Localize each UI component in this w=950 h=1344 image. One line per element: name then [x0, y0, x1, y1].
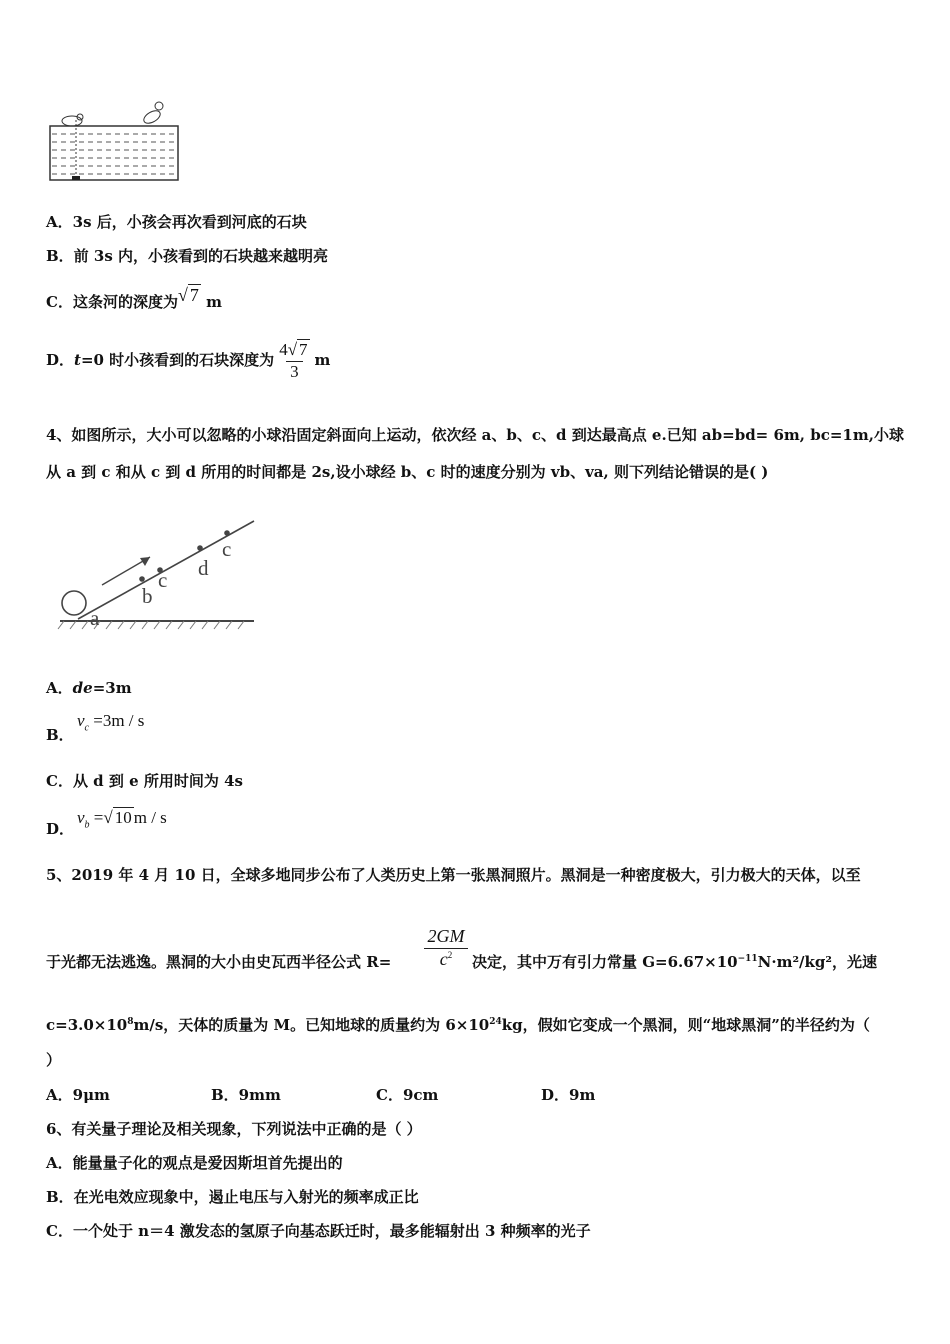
q4-option-b [46, 724, 74, 745]
incline-label-c: c [158, 568, 168, 592]
q3-option-d-unit: m [314, 351, 331, 369]
q3-option-d-fraction: $\frac{4√ 7}{3}$ [279, 340, 308, 381]
q4-option-b-sub: c [84, 722, 89, 734]
q4-option-d-radicand: 10 [114, 808, 132, 827]
q4-stem-line2: 从 a 到 c 和从 c 到 d 所用的时间都是 2s,设小球经 b、c 时的速度分别为 vb、va, 则下列结论错误的是( ) [46, 463, 769, 481]
q5-line2-suffix-b: N·m²/kg²，光速 [757, 953, 877, 971]
incline-label-d: d [198, 556, 209, 580]
q4-option-d-var: v [77, 808, 85, 827]
q5-stem-line3 [46, 1014, 870, 1035]
q3-option-d-prefix: D． [46, 351, 75, 369]
q4-option-a-prefix: A． [46, 679, 73, 697]
q5-stem-line2-suffix [472, 951, 877, 972]
q5-option-d: D．9m [541, 1086, 596, 1104]
q4-option-a [46, 677, 132, 698]
q3-option-c-unit: m [206, 293, 222, 311]
q4-option-b-label: B． [46, 726, 74, 744]
q3-option-c [46, 285, 222, 312]
river-figure [46, 100, 182, 184]
incline-label-b: b [142, 584, 153, 608]
q3-option-d [46, 340, 330, 382]
sqrt-expression: √ 7 [177, 285, 199, 305]
q5-earth-exp: 24 [489, 1017, 502, 1027]
q5-stem-line1: 5、2019 年 4 月 10 日，全球多地同步公布了人类历史上第一张黑洞照片。黑洞是一种密度极大，引力极大的天体，以至 [46, 866, 861, 884]
q3-option-d-t: t [74, 351, 81, 369]
q5-line3-a: c=3.0×10 [46, 1016, 128, 1034]
incline-label-e: c [222, 537, 232, 561]
q4-option-b-value: =3m / s [93, 711, 145, 730]
q4-option-b-formula [77, 711, 144, 733]
schwarzschild-formula [424, 926, 468, 970]
q4-option-a-var: de [72, 679, 93, 697]
incline-figure [56, 515, 260, 635]
q3-option-c-prefix: C．这条河的深度为 [46, 293, 178, 311]
q3-option-d-text: =0 时小孩看到的石块深度为 [80, 351, 275, 369]
q5-line2-suffix-a: 决定，其中万有引力常量 G=6.67×10 [472, 953, 738, 971]
q4-option-a-value: =3m [92, 679, 132, 697]
q3-option-a: A．3s 后，小孩会再次看到河底的石块 [46, 213, 307, 231]
q5-option-b: B．9mm [211, 1086, 281, 1104]
q5-option-a: A．9μm [46, 1086, 110, 1104]
q6-option-c: C．一个处于 n＝4 激发态的氢原子向基态跃迁时，最多能辐射出 3 种频率的光子 [46, 1222, 591, 1240]
q5-formula-den-exp: 2 [447, 950, 453, 960]
q4-option-d-unit: m / s [133, 808, 167, 827]
q5-formula-den: c [439, 949, 448, 969]
q3-option-d-den: 3 [286, 361, 303, 382]
q5-formula-num: 2GM [427, 926, 465, 946]
q5-option-c: C．9cm [376, 1086, 439, 1104]
q3-option-d-num-coef: 4 [279, 340, 288, 359]
q3-option-b: B．前 3s 内，小孩看到的石块越来越明亮 [46, 247, 329, 265]
q4-option-d-eq: = [93, 808, 104, 827]
q5-line2-prefix: 于光都无法逃逸。黑洞的大小由史瓦西半径公式 R= [46, 953, 392, 971]
q5-stem-line2 [46, 951, 391, 972]
q5-stem-line4: ） [46, 1051, 62, 1069]
q4-option-d-label: D． [46, 820, 75, 838]
incline-label-a: a [90, 606, 100, 630]
q4-option-d-sub: b [84, 819, 90, 831]
q4-stem-line1: 4、如图所示，大小可以忽略的小球沿固定斜面向上运动，依次经 a、b、c、d 到达最高点 e.已知 ab=bd= 6m, bc=1m,小球 [46, 426, 904, 444]
q6-option-a: A．能量量子化的观点是爱因斯坦首先提出的 [46, 1154, 343, 1172]
q3-option-c-radicand: 7 [189, 285, 199, 305]
q5-line3-c: kg，假如它变成一个黑洞，则“地球黑洞”的半径约为（ [501, 1016, 870, 1034]
q5-c-exp: 8 [127, 1017, 134, 1027]
q4-option-d [46, 818, 74, 839]
q5-g-exp: −11 [737, 954, 758, 964]
q4-option-d-formula: $v_b$ =√ 10 m / s [77, 808, 167, 831]
q4-option-b-var: v [77, 711, 85, 730]
q5-line3-b: m/s，天体的质量为 M。已知地球的质量约为 6×10 [133, 1016, 490, 1034]
q6-option-b: B．在光电效应现象中，遏止电压与入射光的频率成正比 [46, 1188, 419, 1206]
q3-option-d-num-radicand: 7 [299, 340, 308, 359]
q4-option-c: C．从 d 到 e 所用时间为 4s [46, 772, 243, 790]
q6-stem: 6、有关量子理论及相关现象，下列说法中正确的是（ ） [46, 1120, 422, 1138]
